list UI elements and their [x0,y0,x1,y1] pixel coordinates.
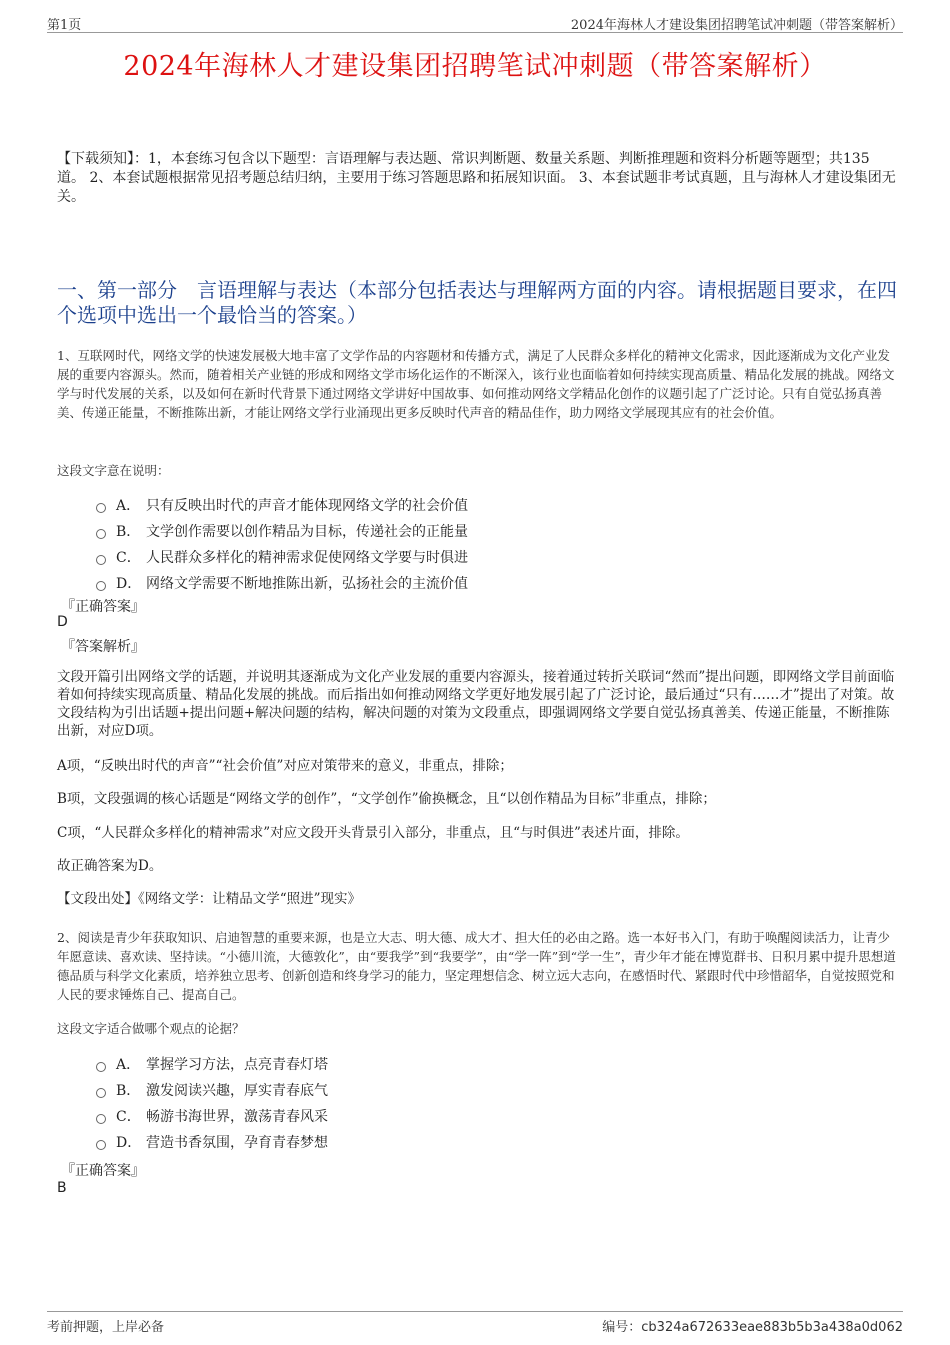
option-d[interactable] [96,570,468,596]
analysis-paragraph-5: 故正确答案为D。 [57,858,163,874]
header-doc-title: 2024年海林人才建设集团招聘笔试冲刺题（带答案解析） [570,18,903,33]
correct-answer: B [57,1180,67,1196]
question-2-passage: 2、阅读是青少年获取知识、启迪智慧的重要来源，也是立大志、明大德、成大才、担大任的必由之路。选一本好书入门，有助于唤醒阅读活力，让青少年愿意读、喜欢读、坚持读。“小德川流，大德敦化”，由“要我学”到“我要学”，由“学一阵”到“学一生”，青少年才能在博览群书、日积月累中提升思想道德品质与科学文化素质，培养独立思考、创新创造和终身学习的能力，坚定理想信念、树立远大志向，在感悟时代、紧跟时代中珍惜韶华，自觉按照党和人民的要求锤炼自己、提高自己。 [57,930,896,1002]
option-letter: D． [116,576,142,592]
correct-answer-label: 『正确答案』 [61,599,145,615]
option-letter: C． [116,550,141,566]
option-text: 只有反映出时代的声音才能体现网络文学的社会价值 [146,498,468,514]
option-text: 激发阅读兴趣，厚实青春底气 [146,1083,328,1099]
analysis-paragraph-1: 文段开篇引出网络文学的话题，并说明其逐渐成为文化产业发展的重要内容源头，接着通过转折关联词“然而”提出问题，即网络文学目前面临着如何持续实现高质量、精品化发展的挑战。而后指出如何推动网络文学更好地发展引起了广泛讨论，最后通过“只有……才”提出了对策。故文段结构为引出话题+提出问题+解决问题的结构，解决问题的对策为文段重点，即强调网络文学要自觉弘扬真善美、传递正能量，不断推陈出新，对应D项。 [57,669,895,739]
radio-icon[interactable] [96,555,106,565]
option-b[interactable] [96,1077,328,1103]
footer-code-value: cb324a672633eae883b5b3a438a0d062 [641,1320,903,1335]
question-1-passage: 1、互联网时代，网络文学的快速发展极大地丰富了文学作品的内容题材和传播方式，满足了人民群众多样化的精神文化需求，因此逐渐成为文化产业发展的重要内容源头。然而，随着相关产业链的形成和网络文学市场化运作的不断深入，该行业也面临着如何持续实现高质量、精品化发展的挑战。网络文学与时代发展的关系，以及如何在新时代背景下通过网络文学讲好中国故事、如何推动网络文学精品化创作的议题引起了广泛讨论。只有自觉弘扬真善美、传递正能量，不断推陈出新，才能让网络文学行业涌现出更多反映时代声音的精品佳作，助力网络文学展现其应有的社会价值。 [57,348,895,420]
document-title: 2024年海林人才建设集团招聘笔试冲刺题（带答案解析） [123,51,827,82]
option-letter: A． [116,1057,141,1073]
option-text: 畅游书海世界，激荡青春风采 [146,1109,328,1125]
download-notice: 【下载须知】：1，本套练习包含以下题型：言语理解与表达题、常识判断题、数量关系题、判断推理题和资料分析题等题型；共135道。 2、本套试题根据常见招考题总结归纳，主要用于练习答题思路和拓展知识面。 3、本套试题非考试真题，且与海林人才建设集团无关。 [57,151,896,205]
footer-slogan: 考前押题，上岸必备 [47,1320,165,1335]
page-footer [47,1311,903,1335]
analysis-paragraph-4: C项，“人民群众多样化的精神需求”对应文段开头背景引入部分，非重点，且“与时俱进”表述片面，排除。 [57,825,689,841]
radio-icon[interactable] [96,529,106,539]
page-number: 第1页 [47,18,82,33]
analysis-label: 『答案解析』 [61,639,145,655]
option-b[interactable] [96,518,468,544]
option-c[interactable] [96,544,468,570]
question-2-prompt: 这段文字适合做哪个观点的论据？ [57,1021,245,1036]
analysis-paragraph-2: A项，“反映出时代的声音”“社会价值”对应对策带来的意义，非重点，排除； [57,758,513,774]
option-d[interactable] [96,1129,328,1155]
option-letter: C． [116,1109,141,1125]
option-letter: B． [116,1083,141,1099]
radio-icon[interactable] [96,1088,106,1098]
option-text: 营造书香氛围，孕育青春梦想 [146,1135,328,1151]
radio-icon[interactable] [96,1062,106,1072]
option-letter: A． [116,498,141,514]
radio-icon[interactable] [96,503,106,513]
radio-icon[interactable] [96,581,106,591]
footer-code-label: 编号： [602,1320,642,1335]
option-a[interactable] [96,492,468,518]
option-c[interactable] [96,1103,328,1129]
option-a[interactable] [96,1051,328,1077]
page-header [47,14,903,33]
correct-answer-label: 『正确答案』 [61,1163,145,1179]
option-text: 人民群众多样化的精神需求促使网络文学要与时俱进 [146,550,468,566]
radio-icon[interactable] [96,1114,106,1124]
analysis-paragraph-3: B项，文段强调的核心话题是“网络文学的创作”，“文学创作”偷换概念，且“以创作精品为目标”非重点，排除； [57,791,716,807]
option-text: 网络文学需要不断地推陈出新，弘扬社会的主流价值 [146,576,468,592]
section-heading: 一、第一部分 言语理解与表达（本部分包括表达与理解两方面的内容。请根据题目要求，在四个选项中选出一个最恰当的答案。） [57,278,897,327]
question-2-options [96,1051,328,1155]
option-letter: B． [116,524,141,540]
footer-code [602,1316,903,1335]
correct-answer: D [57,614,68,630]
option-text: 掌握学习方法，点亮青春灯塔 [146,1057,328,1073]
option-letter: D． [116,1135,142,1151]
radio-icon[interactable] [96,1140,106,1150]
passage-source: 【文段出处】《网络文学：让精品文学“照进”现实》 [57,891,362,907]
option-text: 文学创作需要以创作精品为目标，传递社会的正能量 [146,524,468,540]
question-1-prompt: 这段文字意在说明： [57,463,170,478]
question-1-options [96,492,468,596]
